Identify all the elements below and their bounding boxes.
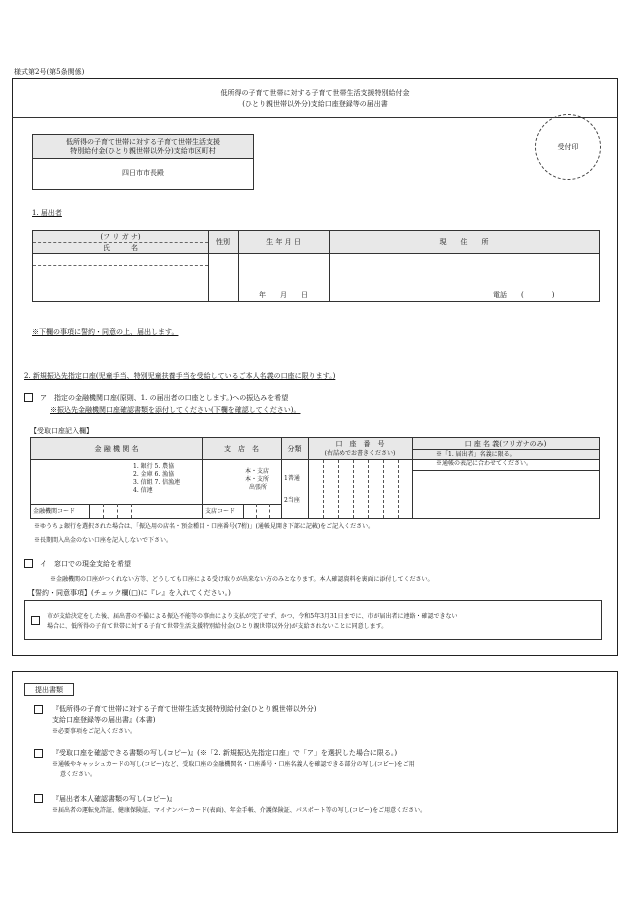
inactive-account-note: ※長期間入出金のない口座を記入しないで下さい。: [34, 537, 173, 544]
birthdate-header: 生 年 月 日: [266, 238, 301, 246]
account-type-header: 分類: [287, 445, 302, 453]
yucho-note: ※ゆうちょ銀行を選択された場合は、「振込用の店名・預金種目・口座番号(7桁)」(通帳見開き下部に記載)をご記入ください。: [34, 523, 375, 530]
addressee-title-2: 特別給付金(ひとり親世帯以外分)支給市区町村: [70, 147, 216, 155]
doc3-note: ※届出者の運転免許証、健康保険証、マイナンバーカード(表面)、年金手帳、介護保険証、パスポート等の写し(コピー)をご用意ください。: [52, 807, 427, 814]
furigana-field[interactable]: [35, 256, 207, 265]
form-number: 様式第2号(第5条関係): [14, 68, 85, 76]
holder-note-1: ※「1. 届出者」名義に限る。: [436, 451, 516, 458]
documents-heading: 提出書類: [35, 686, 63, 694]
form-title-line1: 低所得の子育て世帯に対する子育て世帯生活支援特別給付金: [220, 89, 410, 97]
holder-note-2: ※通帳の表記に合わせてください。: [436, 460, 533, 467]
branch-type-1: 本・支店: [245, 468, 270, 475]
title-divider: [12, 117, 618, 118]
furigana-header: (フ リ ガ ナ): [100, 233, 141, 241]
bank-type-3: 3. 信組 7. 信漁連: [133, 479, 181, 486]
bank-type-4: 4. 信連: [133, 487, 153, 494]
branch-type-3: 出張所: [249, 484, 268, 491]
reception-stamp-circle: [535, 114, 601, 180]
doc3-checkbox[interactable]: [34, 794, 43, 803]
doc1-note: ※必要事項をご記入ください。: [52, 728, 137, 735]
mayor-addressee: 四日市市長殿: [122, 169, 164, 177]
pledge-note: ※下欄の事項に誓約・同意の上、届出します。: [32, 328, 179, 336]
birthdate-field[interactable]: 年 月 日: [259, 291, 308, 299]
account-number-subheader: (右詰めでお書きください): [324, 450, 396, 457]
doc2-note-2: 意ください。: [60, 771, 97, 778]
branch-code-label: 支店コード: [205, 508, 236, 515]
form-title-line2: (ひとり親世帯以外分)支給口座登録等の届出書: [242, 100, 388, 108]
branch-name-header: 支 店 名: [224, 445, 259, 453]
bank-type-2: 2. 金庫 6. 漁協: [133, 471, 175, 478]
addressee-title-1: 低所得の子育て世帯に対する子育て世帯生活支援: [66, 138, 220, 146]
bank-code-label: 金融機関コード: [33, 508, 76, 515]
consent-heading: 【誓約・同意事項】(チェック欄(□)に『レ』を入れてください。): [28, 589, 231, 597]
consent-checkbox[interactable]: [31, 616, 40, 625]
phone-field[interactable]: 電話 ( ): [493, 291, 555, 299]
account-type-current[interactable]: 2当座: [284, 497, 300, 504]
account-holder-header: 口 座 名 義(フリガナのみ): [464, 440, 547, 448]
applicant-table: [32, 230, 600, 302]
consent-text-2: 場合に、低所得の子育て世帯に対する子育て世帯生活支援特別給付金(ひとり親世帯以外分)が支給されないことに同意します。: [47, 623, 388, 630]
doc1-title-2: 支給口座登録等の届出書』(本書): [52, 716, 156, 724]
bank-type-1: 1. 銀行 5. 農協: [133, 463, 175, 470]
addressee-box: [32, 134, 254, 190]
section2-heading: 2. 新規振込先指定口座(児童手当、特別児童扶養手当を受給しているご本人名義の口座に限ります。): [24, 372, 336, 380]
address-header: 現 住 所: [439, 238, 489, 246]
gender-header: 性別: [216, 238, 230, 246]
option-b-note: ※金融機関の口座がつくれない方等、どうしても口座による受け取りが出来ない方のみとなります。本人確認資料を裏面に添付してください。: [50, 576, 434, 583]
option-a-note: ※振込先金融機関口座確認書類を添付してください(下欄を確認してください)。: [50, 406, 301, 414]
doc1-title-1: 『低所得の子育て世帯に対する子育て世帯生活支援特別給付金(ひとり親世帯以外分): [52, 705, 317, 713]
name-field[interactable]: [35, 267, 207, 300]
account-number-header: 口 座 番 号: [335, 440, 385, 448]
section1-heading: 1. 届出者: [32, 209, 62, 217]
option-a-text: ア 指定の金融機関口座(原則、1. の届出者の口座とします。)への振込みを希望: [40, 394, 289, 402]
documents-heading-box: [24, 683, 74, 696]
account-table: [30, 437, 600, 519]
bank-name-header: 金 融 機 関 名: [94, 445, 139, 453]
consent-text-1: 市が支給決定をした後、届出書の不備による振込不能等の事由により支払が完了せず、かつ、令和5年3月31日までに、市が届出者に連絡・確認できない: [47, 613, 458, 620]
account-entry-label: 【受取口座記入欄】: [30, 427, 93, 435]
doc2-checkbox[interactable]: [34, 749, 43, 758]
doc2-title: 『受取口座を確認できる書類の写し(コピー)』(※「2. 新規振込先指定口座」で「ア」を選択した場合に限る。): [52, 749, 398, 757]
branch-type-2: 本・支所: [245, 476, 270, 483]
doc3-title: 『届出者本人確認書類の写し(コピー)』: [52, 795, 177, 803]
option-a-checkbox[interactable]: [24, 393, 33, 402]
doc2-note-1: ※通帳やキャッシュカードの写し(コピー)など、受取口座の金融機関名・口座番号・口座名義人を確認できる部分の写し(コピー)をご用: [52, 761, 415, 768]
reception-stamp-label: 受付印: [557, 143, 579, 151]
name-header: 氏 名: [103, 244, 138, 252]
doc1-checkbox[interactable]: [34, 705, 43, 714]
consent-box: [24, 600, 602, 640]
account-type-ordinary[interactable]: 1普通: [284, 475, 300, 482]
option-b-text: イ 窓口での現金支給を希望: [40, 560, 131, 568]
option-b-checkbox[interactable]: [24, 559, 33, 568]
gender-field[interactable]: [210, 256, 237, 300]
